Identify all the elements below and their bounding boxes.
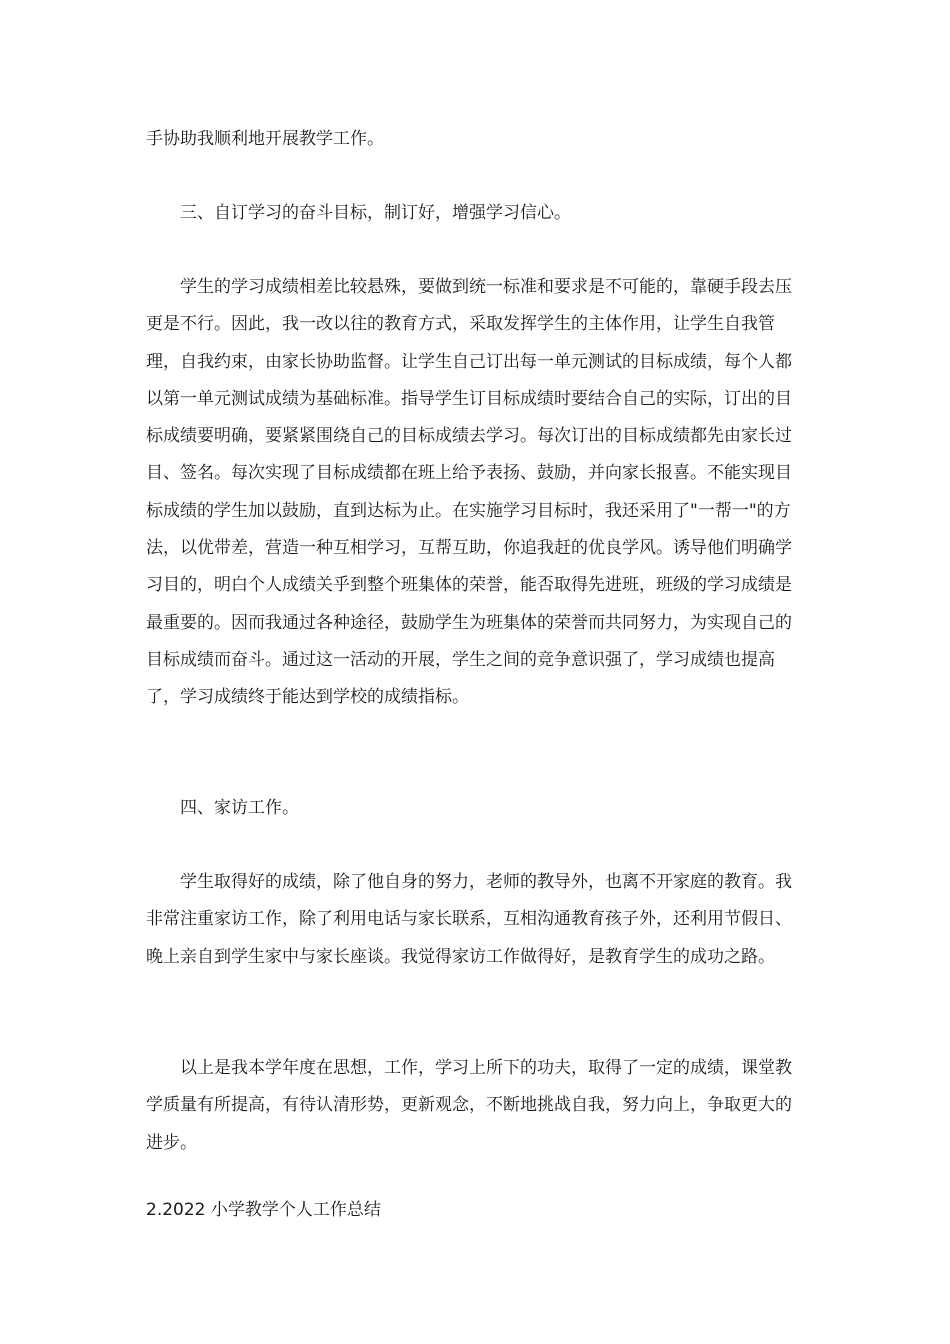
paragraph-learning-goals: 学生的学习成绩相差比较悬殊，要做到统一标准和要求是不可能的，靠硬手段去压更是不行。因此，我一改以往的教育方式，采取发挥学生的主体作用，让学生自我管理，自我约束，由家长协助监督。让学生自己订出每一单元测试的目标成绩，每个人都以第一单元测试成绩为基础标准。指导学生订目标成绩时要结合自己的实际，订出的目标成绩要明确，要紧紧围绕自己的目标成绩去学习。每次订出的目标成绩都先由家长过目、签名。每次实现了目标成绩都在班上给予表扬、鼓励，并向家长报喜。不能实现目标成绩的学生加以鼓励，直到达标为止。在实施学习目标时，我还采用了"一帮一"的方法，以优带差，营造一种互相学习，互帮互助，你追我赶的优良学风。诱导他们明确学习目的，明白个人成绩关乎到整个班集体的荣誉，能否取得先进班，班级的学习成绩是最重要的。因而我通过各种途径，鼓励学生为班集体的荣誉而共同努力，为实现自己的目标成绩而奋斗。通过这一活动的开展，学生之间的竞争意识强了，学习成绩也提高了，学习成绩终于能达到学校的成绩指标。 [146,277,792,708]
heading-section-four: 四、家访工作。 [180,798,299,818]
section-title: 2.2022 小学教学个人工作总结 [146,1200,381,1220]
heading-section-three: 三、自订学习的奋斗目标，制订好，增强学习信心。 [180,203,571,223]
paragraph-continuation: 手协助我顺利地开展教学工作。 [146,129,384,149]
paragraph-home-visits: 学生取得好的成绩，除了他自身的努力，老师的教导外，也离不开家庭的教育。我非常注重家访工作，除了利用电话与家长联系，互相沟通教育孩子外，还利用节假日、晚上亲自到学生家中与家长座谈。我觉得家访工作做得好，是教育学生的成功之路。 [146,872,792,967]
paragraph-conclusion: 以上是我本学年度在思想，工作，学习上所下的功夫，取得了一定的成绩，课堂教学质量有所提高，有待认清形势，更新观念，不断地挑战自我，努力向上，争取更大的进步。 [146,1058,792,1153]
